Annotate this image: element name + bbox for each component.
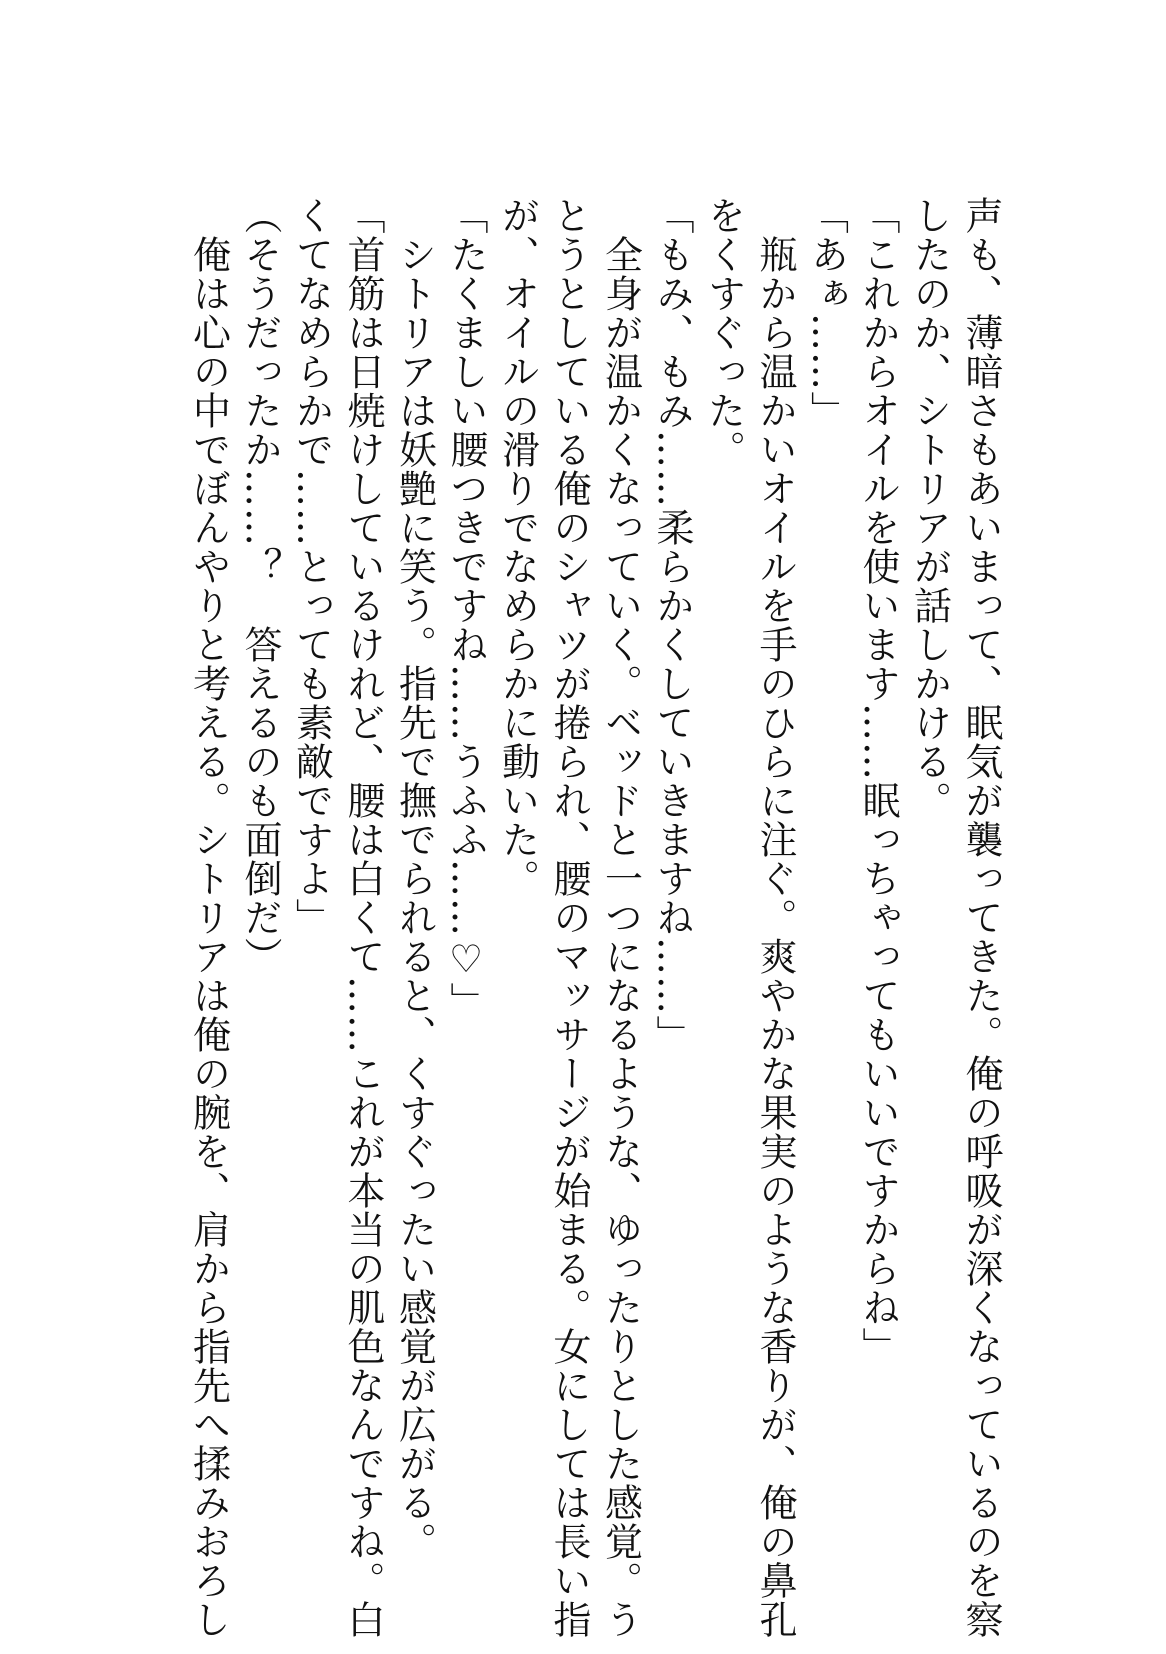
vertical-text-body	[182, 196, 1006, 1639]
text-line: とうとしている俺のシャツが捲られ、腰のマッサージが始まる。女にしては長い指	[547, 196, 591, 1639]
text-line: 「もみ、もみ……柔らかくしていきますね……」	[650, 196, 694, 1054]
text-line: したのか、シトリアが話しかける。	[907, 196, 952, 820]
text-line: 「たくましい腰つきですね……うふふ……♡」	[444, 196, 488, 1021]
text-line: 瓶から温かいオイルを手のひらに注ぐ。爽やかな果実のような香りが、俺の鼻孔	[753, 196, 797, 1639]
text-line: をくすぐった。	[701, 196, 746, 469]
text-line: 声も、薄暗さもあいまって、眠気が襲ってきた。俺の呼吸が深くなっているのを察	[959, 196, 1003, 1639]
text-line: 「あぁ……」	[804, 196, 849, 430]
text-line: 「首筋は日焼けしているけれど、腰は白くて……これが本当の肌色なんですね。白	[341, 196, 385, 1639]
text-line: くてなめらかで……とっても素敵ですよ」	[289, 196, 334, 937]
text-line: 全身が温かくなっていく。ベッドと一つになるような、ゆったりとした感覚。う	[598, 196, 643, 1639]
text-line: シトリアは妖艶に笑う。指先で撫でられると、くすぐったい感覚が広がる。	[392, 196, 437, 1561]
text-line: が、オイルの滑りでなめらかに動いた。	[495, 196, 540, 898]
text-line: （そうだったか……？ 答えるのも面倒だ）	[238, 196, 282, 976]
text-line: 「これからオイルを使います……眠っちゃってもいいですからね」	[856, 196, 900, 1366]
text-line: 俺は心の中でぼんやりと考える。シトリアは俺の腕を、肩から指先へ揉みおろし	[186, 196, 231, 1639]
